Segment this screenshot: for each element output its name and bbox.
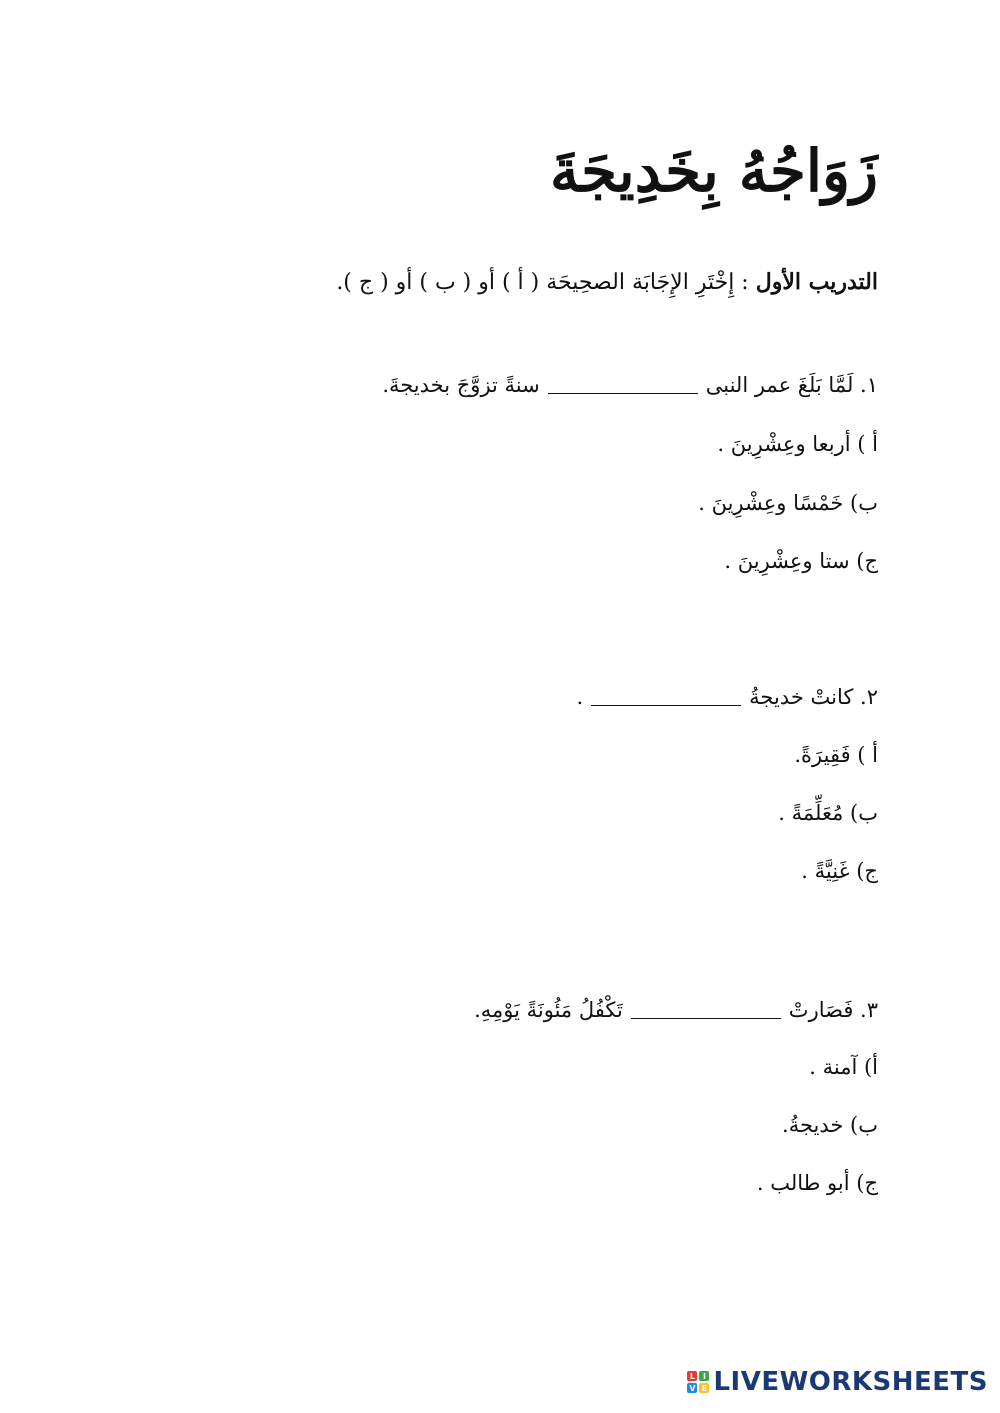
option-c[interactable]: ج) ستا وعِشْرِينَ . (724, 549, 878, 573)
option-a[interactable]: أ) آمنة . (809, 1055, 878, 1079)
option-a[interactable]: أ ) أربعا وعِشْرِينَ . (717, 432, 878, 456)
answer-blank[interactable] (548, 379, 698, 394)
logo-badge-letter: V (689, 1383, 696, 1393)
question-3 (474, 997, 878, 1024)
question-number: ١. (860, 373, 878, 397)
exercise-instruction (336, 268, 878, 298)
question-1 (382, 372, 878, 399)
option-b[interactable]: ب) خَمْسًا وعِشْرِينَ . (698, 491, 878, 515)
liveworksheets-logo[interactable] (687, 1367, 988, 1397)
logo-text: LIVEWORKSHEETS (713, 1367, 988, 1397)
option-b[interactable]: ب) مُعَلِّمَةً . (778, 801, 878, 825)
logo-badge-icon (687, 1371, 709, 1393)
question-text-after: سنةً تزوَّجَ بخديجةَ. (382, 373, 540, 397)
logo-badge-letter: L (687, 1371, 697, 1381)
question-text-after: . (576, 685, 584, 709)
question-text-before: كانتْ خديجةُ (749, 685, 861, 709)
instruction-text: : إِخْتَرِ الإِجَابَة الصحِيحَة ( أ ) أو ( ب ) أو ( ج ). (336, 270, 756, 295)
option-b[interactable]: ب) خديجةُ. (782, 1113, 878, 1137)
option-c[interactable]: ج) أبو طالب . (756, 1171, 878, 1195)
question-number: ٢. (860, 685, 878, 709)
exercise-label: التدريب الأول (755, 269, 878, 295)
question-number: ٣. (860, 998, 878, 1022)
answer-blank[interactable] (631, 1004, 781, 1019)
logo-badge-letter: I (699, 1371, 709, 1381)
logo-badge-letter: E (699, 1383, 709, 1393)
answer-blank[interactable] (591, 691, 741, 706)
question-text-after: تَكْفُلُ مَئُونَةً يَوْمِهِ. (474, 998, 623, 1022)
question-text-before: فَصَارتْ (788, 998, 861, 1022)
option-c[interactable]: ج) غَنِيَّةً . (801, 859, 878, 883)
question-2 (576, 684, 878, 711)
option-a[interactable]: أ ) فَقِيرَةً. (794, 743, 878, 767)
worksheet-title: زَوَاجُهُ بِخَدِيجَةَ (550, 137, 878, 205)
question-text-before: لَمَّا بَلَغَ عمر النبى (705, 373, 861, 397)
